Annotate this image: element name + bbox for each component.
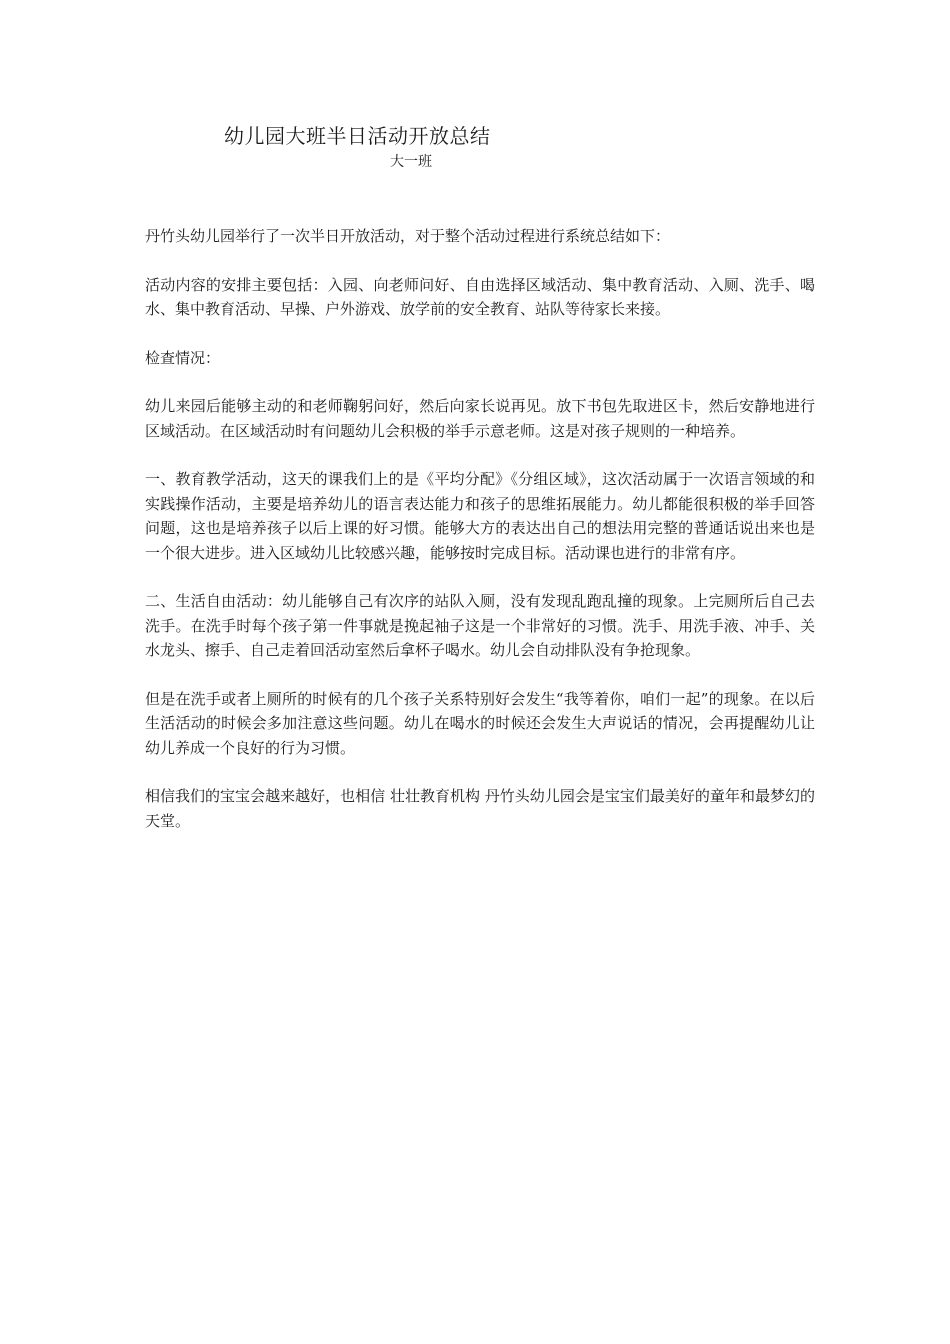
inspection-heading: 检查情况： [145, 348, 221, 367]
arrival-paragraph: 幼儿来园后能够主动的和老师鞠躬问好，然后向家长说再见。放下书包先取进区卡，然后安静地进行区域活动。在区域活动时有问题幼儿会积极的举手示意老师。这是对孩子规则的一种培养。 [145, 397, 815, 440]
issues-paragraph: 但是在洗手或者上厕所的时候有的几个孩子关系特别好会发生“我等着你，咱们一起”的现象。在以后生活活动的时候会多加注意这些问题。幼儿在喝水的时候还会发生大声说话的情况，会再提醒幼儿让幼儿养成一个良好的行为习惯。 [145, 689, 815, 757]
teaching-activity-paragraph: 一、教育教学活动，这天的课我们上的是《平均分配》《分组区域》，这次活动属于一次语言领域的和实践操作活动，主要是培养幼儿的语言表达能力和孩子的思维拓展能力。幼儿都能很积极的举手回答问题，这也是培养孩子以后上课的好习惯。能够大方的表达出自己的想法用完整的普通话说出来也是一个很大进步。进入区域幼儿比较感兴趣，能够按时完成目标。活动课也进行的非常有序。 [145, 470, 815, 562]
document-title: 幼儿园大班半日活动开放总结 [224, 124, 491, 148]
closing-paragraph: 相信我们的宝宝会越来越好，也相信 壮壮教育机构 丹竹头幼儿园会是宝宝们最美好的童年和最梦幻的天堂。 [145, 787, 815, 830]
document-subtitle: 大一班 [390, 154, 432, 170]
activity-content-paragraph: 活动内容的安排主要包括：入园、向老师问好、自由选择区域活动、集中教育活动、入厕、洗手、喝水、集中教育活动、早操、户外游戏、放学前的安全教育、站队等待家长来接。 [145, 275, 815, 318]
daily-activity-paragraph: 二、生活自由活动：幼儿能够自己有次序的站队入厕，没有发现乱跑乱撞的现象。上完厕所后自己去洗手。在洗手时每个孩子第一件事就是挽起袖子这是一个非常好的习惯。洗手、用洗手液、冲手、关水龙头、擦手、自己走着回活动室然后拿杯子喝水。幼儿会自动排队没有争抢现象。 [145, 592, 815, 659]
intro-paragraph: 丹竹头幼儿园举行了一次半日开放活动，对于整个活动过程进行系统总结如下： [145, 227, 671, 245]
document-body [145, 224, 815, 857]
